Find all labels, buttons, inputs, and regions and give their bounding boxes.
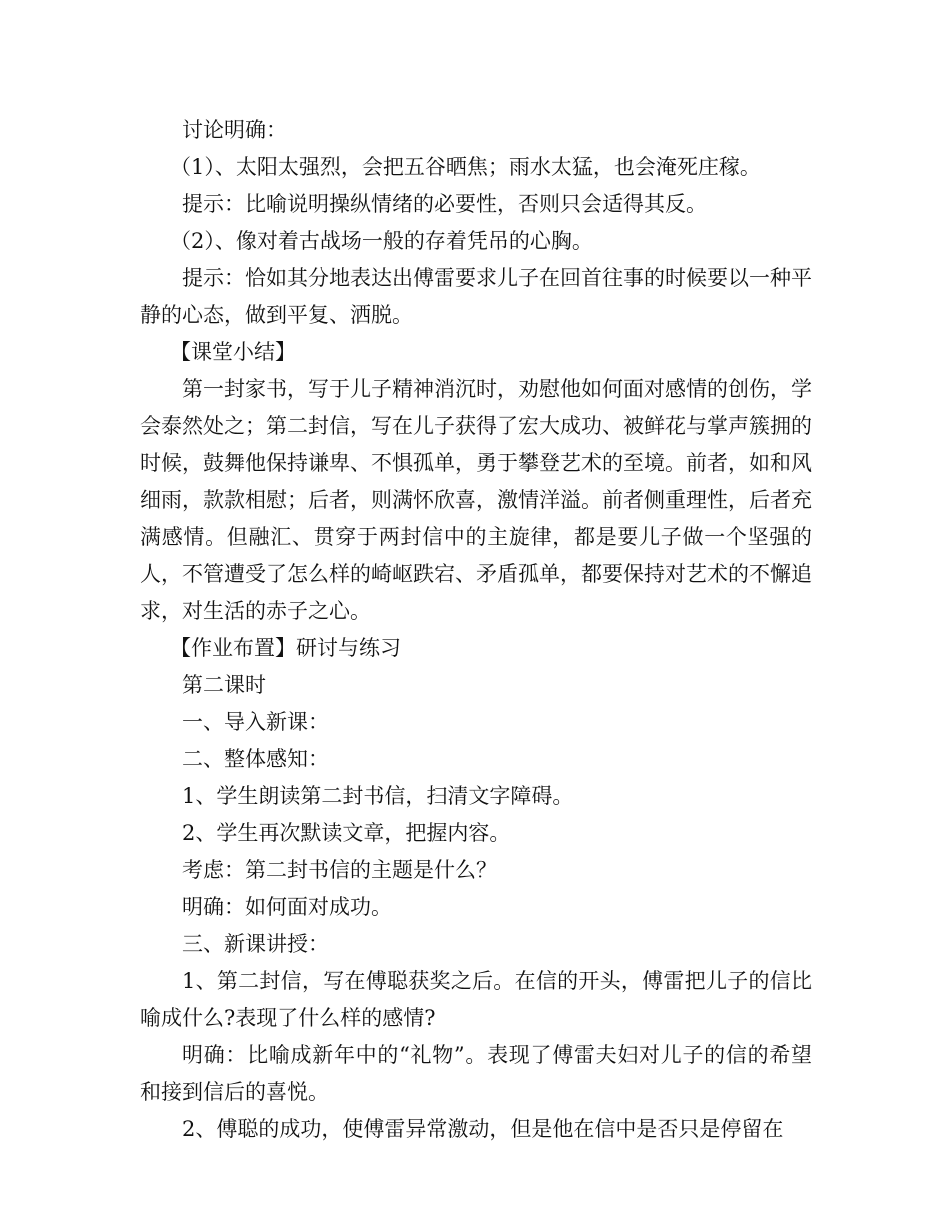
step-item-1: 1、学生朗读第二封书信，扫清文字障碍。	[182, 784, 574, 808]
document-page	[140, 112, 812, 1148]
paragraph-hint-2: 提示：恰如其分地表达出傅雷要求儿子在回首往事的时候要以一种平静的心态，做到平复、洒脱。	[140, 266, 812, 327]
section-heading-summary: 【课堂小结】	[170, 340, 296, 364]
lesson-heading-second: 第二课时	[182, 673, 266, 697]
paragraph-lesson-item-1: 1、第二封信，写在傅聪获奖之后。在信的开头，傅雷把儿子的信比喻成什么?表现了什么样的感情?	[140, 969, 812, 1030]
step-intro: 一、导入新课：	[182, 710, 329, 734]
section-heading-homework: 【作业布置】研讨与练习	[170, 636, 401, 660]
paragraph-summary: 第一封家书，写于儿子精神消沉时，劝慰他如何面对感情的创伤，学会泰然处之；第二封信，写在儿子获得了宏大成功、被鲜花与掌声簇拥的时候，鼓舞他保持谦卑、不惧孤单，勇于攀登艺术的至境。前者，如和风细雨，款款相慰；后者，则满怀欣喜，激情洋溢。前者侧重理性，后者充满感情。但融汇、贯穿于两封信中的主旋律，都是要儿子做一个坚强的人，不管遭受了怎么样的崎岖跌宕、矛盾孤单，都要保持对艺术的不懈追求，对生活的赤子之心。	[140, 377, 812, 623]
paragraph-lesson-item-2: 2、傅聪的成功，使傅雷异常激动，但是他在信中是否只是停留在	[182, 1117, 784, 1141]
paragraph-question: 考虑：第二封书信的主题是什么？	[182, 858, 497, 882]
paragraph-answer: 明确：如何面对成功。	[182, 895, 392, 919]
step-overall-perception: 二、整体感知：	[182, 747, 329, 771]
paragraph-point-1: （1）、太阳太强烈，会把五谷晒焦；雨水太猛，也会淹死庄稼。	[170, 155, 761, 179]
paragraph-lesson-answer-1: 明确：比喻成新年中的“礼物”。表现了傅雷夫妇对儿子的信的希望和接到信后的喜悦。	[140, 1043, 812, 1104]
step-item-2: 2、学生再次默读文章，把握内容。	[182, 821, 511, 845]
step-new-lesson: 三、新课讲授：	[182, 932, 329, 956]
paragraph-point-2: （2）、像对着古战场一般的存着凭吊的心胸。	[170, 229, 593, 253]
paragraph-discussion-heading: 讨论明确：	[182, 118, 287, 142]
paragraph-hint-1: 提示：比喻说明操纵情绪的必要性，否则只会适得其反。	[182, 192, 707, 216]
